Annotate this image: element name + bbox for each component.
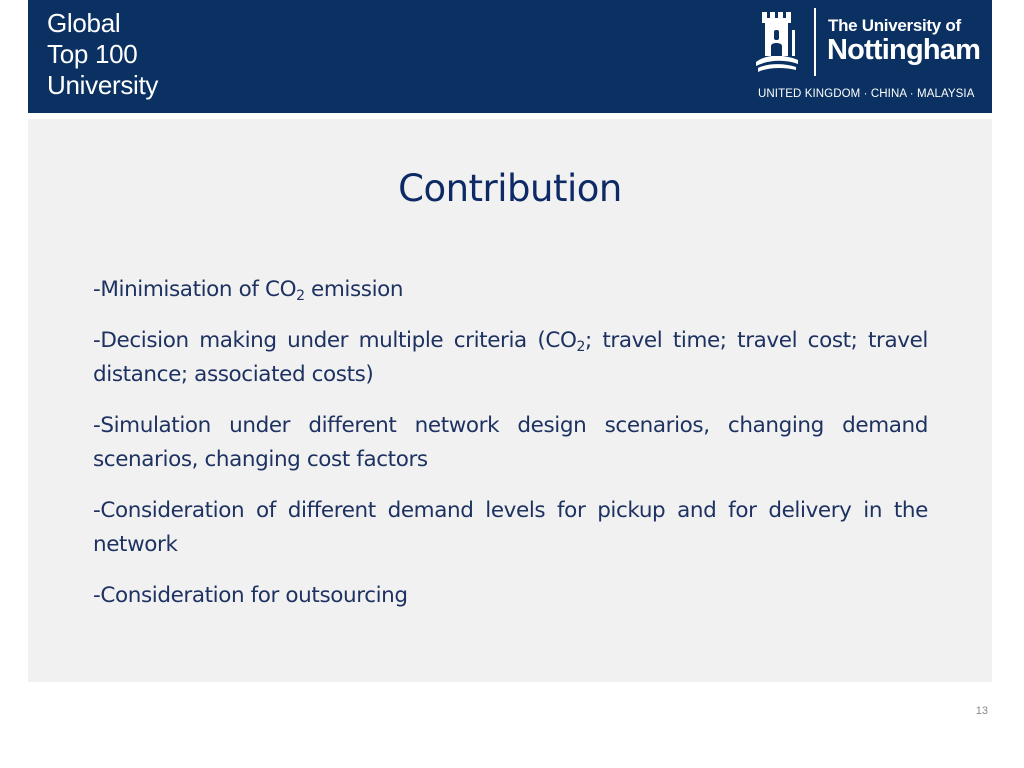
bullet-item-demand-levels: -Consideration of different demand levels for pickup and for delivery in the network <box>93 498 928 557</box>
header-banner <box>28 0 992 113</box>
university-locations: UNITED KINGDOM · CHINA · MALAYSIA <box>758 88 975 100</box>
bullet-item-multiple-criteria <box>93 324 928 392</box>
ranking-line-2: Top 100 <box>47 39 138 69</box>
ranking-line-3: University <box>47 70 159 100</box>
bullet-text: emission <box>304 277 404 302</box>
bullet-text: -Minimisation of CO <box>93 277 297 302</box>
slide-title: Contribution <box>398 167 622 210</box>
global-top-100-badge <box>47 8 158 101</box>
logo-divider <box>814 8 816 76</box>
ranking-line-1: Global <box>47 8 121 38</box>
page-number: 13 <box>975 705 988 717</box>
subscript: 2 <box>576 339 585 355</box>
bullet-item-outsourcing: -Consideration for outsourcing <box>93 583 408 608</box>
bullet-item-co2-minimisation <box>93 273 928 307</box>
bullet-text: ; travel time; travel cost; travel distance; associated costs) <box>93 328 928 387</box>
subscript: 2 <box>296 288 305 304</box>
university-name-line-2: Nottingham <box>827 34 981 66</box>
content-panel <box>28 119 992 682</box>
bullet-text: -Decision making under multiple criteria (CO <box>93 328 577 353</box>
university-name-line-1: The University of <box>828 16 961 35</box>
university-crest-icon <box>754 10 802 76</box>
bullet-item-simulation: -Simulation under different network design scenarios, changing demand scenarios, changing cost factors <box>93 413 928 472</box>
bullet-list <box>93 273 928 630</box>
